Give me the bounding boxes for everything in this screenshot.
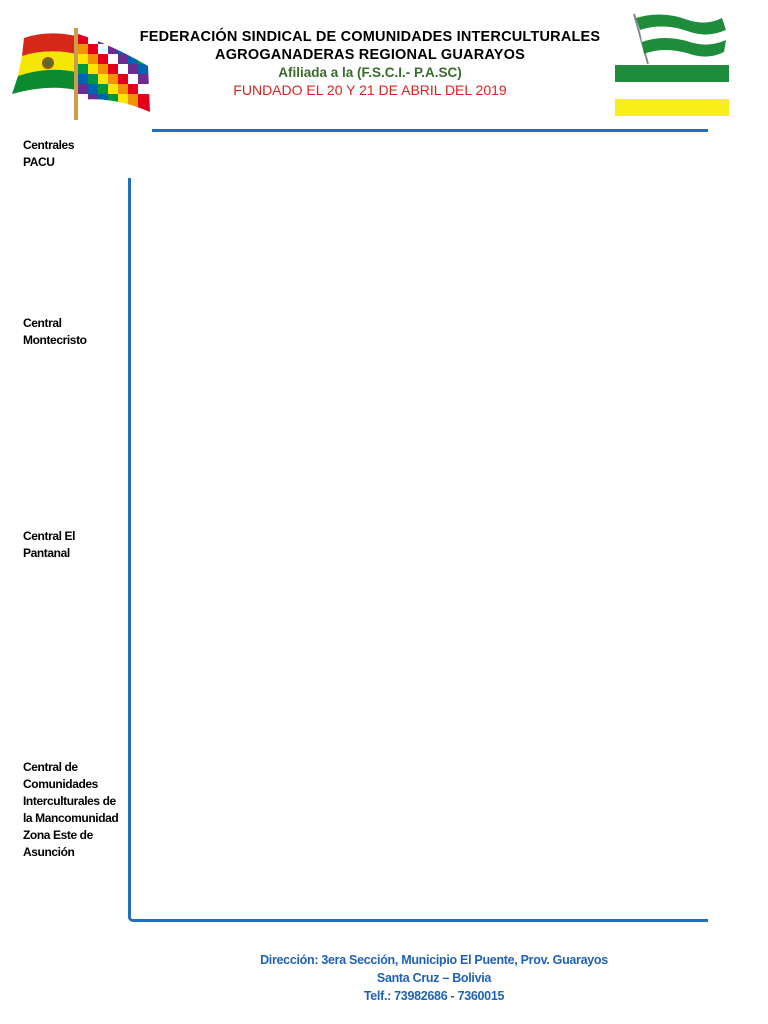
sidebar-item-label: Central Montecristo: [23, 316, 87, 347]
organization-name-line1: FEDERACIÓN SINDICAL DE COMUNIDADES INTERCULTURALES: [139, 29, 601, 45]
header-divider-line: [152, 129, 708, 132]
bolivia-flag-icon: [12, 33, 76, 94]
footer-phone: Telf.: 73982686 - 7360015: [363, 989, 505, 1003]
sidebar-item-label: Central El Pantanal: [23, 529, 76, 560]
organization-name-line2: AGROGANADERAS REGIONAL GUARAYOS: [215, 47, 525, 63]
sidebar-item-central-zona-este-asuncion: [23, 759, 127, 861]
santa-cruz-flag-icon: [612, 8, 736, 120]
sidebar-item-central-montecristo: [23, 315, 127, 349]
sidebar-item-centrales-pacu: [23, 137, 127, 171]
organization-header: [120, 28, 620, 99]
affiliation-text: Afiliada a la (F.S.C.I.- P.A.SC): [278, 65, 462, 80]
footer-contact: [200, 951, 668, 1005]
footer-address: Dirección: 3era Sección, Municipio El Puente, Prov. Guarayos: [260, 953, 608, 967]
sidebar-item-label: Centrales PACU: [23, 138, 75, 169]
footer-city: Santa Cruz – Bolivia: [376, 971, 492, 985]
content-frame: [128, 178, 708, 922]
sidebar-item-central-el-pantanal: [23, 528, 127, 562]
founded-date-text: FUNDADO EL 20 Y 21 DE ABRIL DEL 2019: [233, 82, 507, 98]
sidebar-item-label: Central de Comunidades Interculturales de la Mancomunidad Zona Este de Asunción: [23, 760, 119, 859]
